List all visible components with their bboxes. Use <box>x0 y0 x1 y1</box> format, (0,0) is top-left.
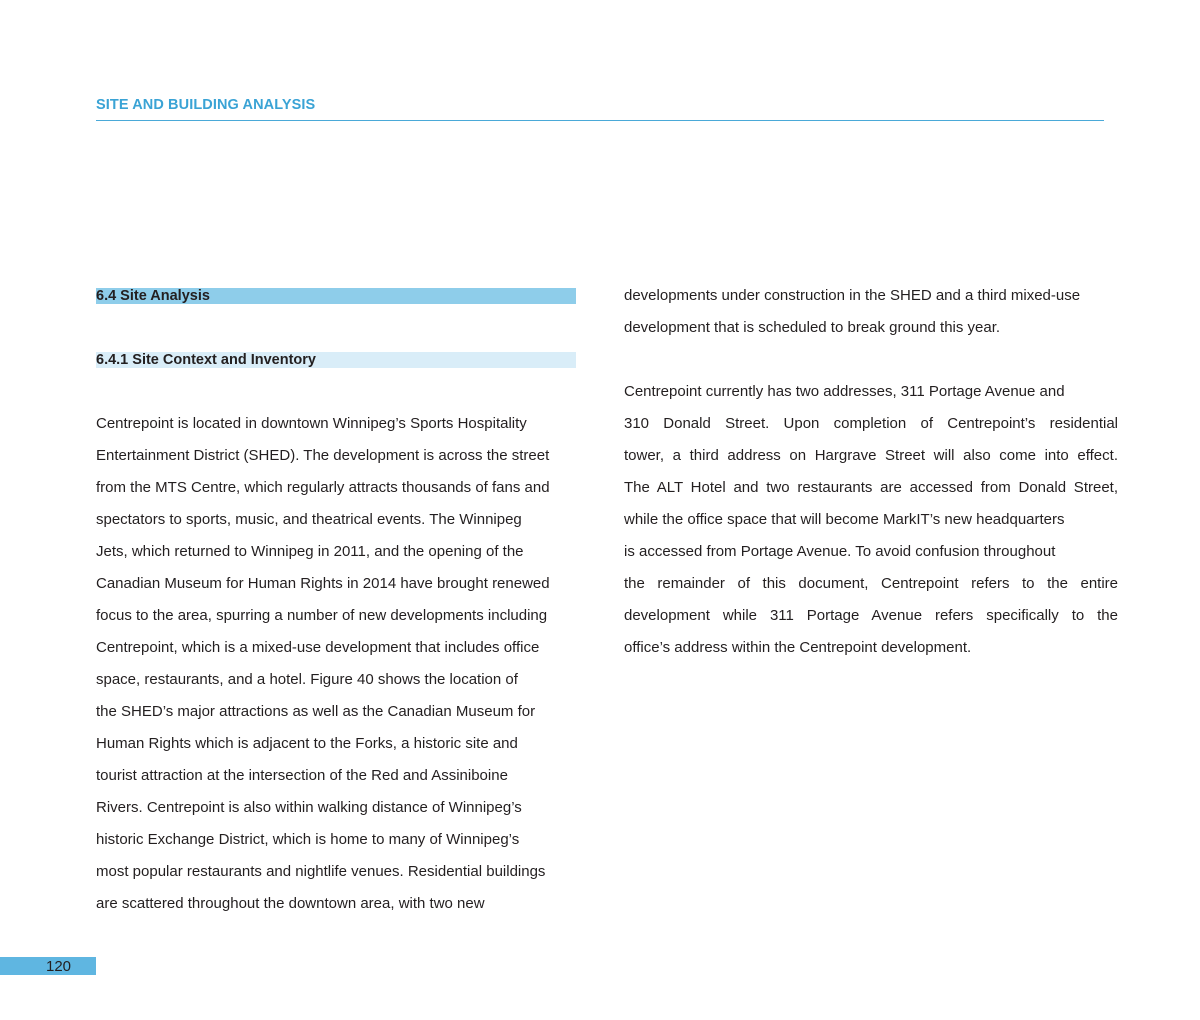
body-line: Rivers. Centrepoint is also within walking distance of Winnipeg’s <box>96 799 522 816</box>
body-line: Entertainment District (SHED). The development is across the street <box>96 447 550 464</box>
body-line: historic Exchange District, which is home to many of Winnipeg’s <box>96 831 520 848</box>
body-line: Centrepoint is located in downtown Winnipeg’s Sports Hospitality <box>96 415 527 432</box>
body-line: the remainder of this document, Centrepoint refers to the entire <box>624 575 1118 592</box>
body-line: office’s address within the Centrepoint development. <box>624 639 972 656</box>
body-line: Centrepoint currently has two addresses, 311 Portage Avenue and <box>624 383 1065 400</box>
body-line: Human Rights which is adjacent to the Forks, a historic site and <box>96 735 518 752</box>
body-line: is accessed from Portage Avenue. To avoid confusion throughout <box>624 543 1056 560</box>
body-line: development while 311 Portage Avenue refers specifically to the <box>624 607 1118 624</box>
body-line: Canadian Museum for Human Rights in 2014 have brought renewed <box>96 575 550 592</box>
body-line: The ALT Hotel and two restaurants are accessed from Donald Street, <box>624 479 1118 496</box>
header-rule <box>96 120 1104 121</box>
body-line: spectators to sports, music, and theatrical events. The Winnipeg <box>96 511 522 528</box>
running-title: SITE AND BUILDING ANALYSIS <box>96 97 316 113</box>
body-line: focus to the area, spurring a number of new developments including <box>96 607 548 624</box>
body-line: developments under construction in the SHED and a third mixed-use <box>624 287 1081 304</box>
right-paragraph-continued <box>624 280 1118 344</box>
body-line: 310 Donald Street. Upon completion of Centrepoint’s residential <box>624 415 1118 432</box>
body-line: Centrepoint, which is a mixed-use development that includes office <box>96 639 540 656</box>
right-column <box>624 280 1118 664</box>
body-line: development that is scheduled to break ground this year. <box>624 319 1001 336</box>
paragraph-gap <box>624 344 1118 376</box>
body-line: Jets, which returned to Winnipeg in 2011, and the opening of the <box>96 543 524 560</box>
section-heading: 6.4 Site Analysis <box>96 288 576 304</box>
body-line: most popular restaurants and nightlife venues. Residential buildings <box>96 863 546 880</box>
body-line: space, restaurants, and a hotel. Figure 40 shows the location of <box>96 671 518 688</box>
body-line: tower, a third address on Hargrave Street will also come into effect. <box>624 447 1118 464</box>
body-line: tourist attraction at the intersection of the Red and Assiniboine <box>96 767 508 784</box>
section-subheading: 6.4.1 Site Context and Inventory <box>96 352 576 368</box>
right-paragraph-addresses <box>624 376 1118 664</box>
body-line: are scattered throughout the downtown area, with two new <box>96 895 485 912</box>
left-column-paragraph <box>96 408 576 920</box>
body-line: while the office space that will become MarkIT’s new headquarters <box>624 511 1065 528</box>
body-line: the SHED’s major attractions as well as the Canadian Museum for <box>96 703 536 720</box>
page-number: 120 <box>46 958 72 975</box>
body-line: from the MTS Centre, which regularly attracts thousands of fans and <box>96 479 550 496</box>
